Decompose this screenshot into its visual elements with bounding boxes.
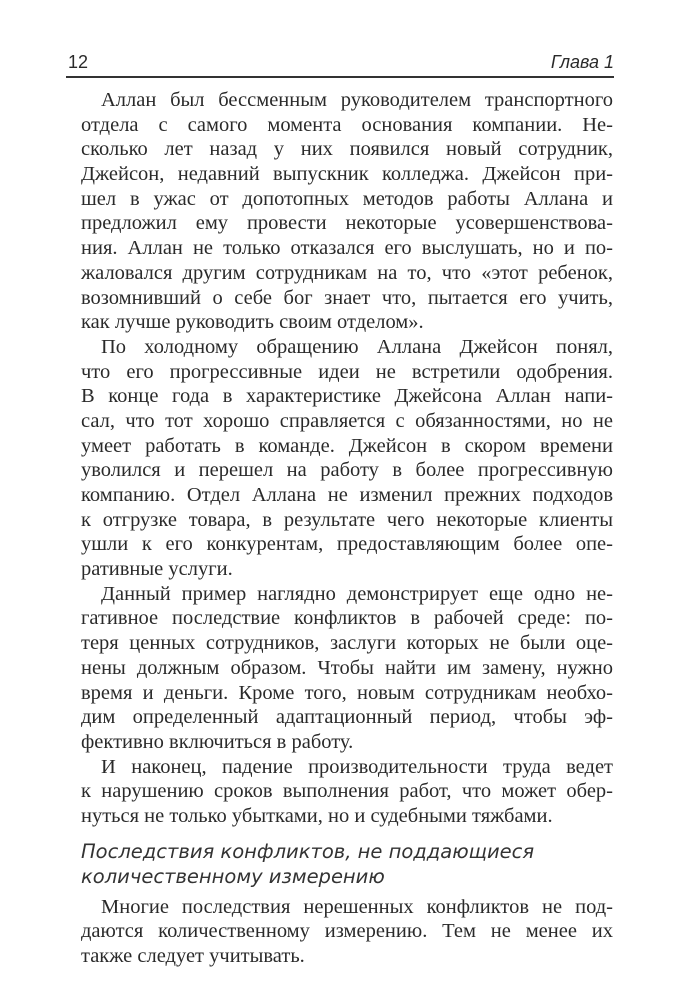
text-line: ния. Аллан не только отказался его выслушать, но и по-: [81, 237, 613, 260]
text-line: гативное последствие конфликтов в рабочей среде: по-: [81, 607, 613, 630]
chapter-title: Глава 1: [550, 52, 614, 72]
paragraph: [81, 755, 613, 829]
paragraphs: [81, 88, 613, 829]
text-line: шел в ужас от допотопных методов работы Аллана и: [81, 187, 613, 210]
text-line: также следует учитывать.: [81, 945, 305, 967]
text-line: ушли к его конкурентам, предоставляющим более опе-: [81, 533, 613, 556]
text-line: возомнивший о себе бог знает что, пытается его учить,: [81, 286, 613, 309]
text-line: жаловался другим сотрудникам на то, что «этот ребенок,: [81, 261, 613, 284]
final-paragraph: [81, 895, 613, 969]
page-number: 12: [68, 52, 89, 72]
text-line: дим определенный адаптационный период, чтобы эф-: [81, 706, 613, 729]
text-line: уволился и перешел на работу в более прогрессивную: [81, 459, 613, 482]
text-line: что его прогрессивные идеи не встретили одобрения.: [81, 360, 613, 383]
running-header: [66, 50, 614, 78]
text-line: предложил ему провести некоторые усовершенствова-: [81, 212, 613, 235]
section-heading: [81, 839, 613, 889]
text-line: даются количественному измерению. Тем не менее их: [81, 920, 613, 943]
text-line: умеет работать в команде. Джейсон в скором времени: [81, 434, 613, 457]
text-line: Данный пример наглядно демонстрирует еще одно не-: [101, 582, 613, 605]
text-line: фективно включиться в работу.: [81, 730, 354, 753]
text-line: как лучше руководить своим отделом».: [81, 311, 424, 334]
text-line: В конце года в характеристике Джейсона Аллан напи-: [81, 385, 613, 408]
section-heading-line: количественному измерению: [81, 864, 385, 888]
text-line: отдела с самого момента основания компании. Не-: [81, 113, 613, 136]
paragraph: [81, 582, 613, 755]
text-line: нуться не только убытками, но и судебными тяжбами.: [81, 804, 553, 827]
text-line: компанию. Отдел Аллана не изменил прежних подходов: [81, 484, 613, 506]
text-line: сколько лет назад у них появился новый сотрудник,: [81, 138, 613, 161]
text-line: Аллан был бессменным руководителем транспортного: [101, 89, 613, 111]
text-line: теря ценных сотрудников, заслуги которых не были оце-: [81, 632, 613, 655]
page-body: [81, 88, 613, 969]
paragraph: [81, 895, 613, 969]
paragraph: [81, 88, 613, 335]
text-line: По холодному обращению Аллана Джейсон понял,: [101, 335, 613, 358]
text-line: к отгрузке товара, в результате чего некоторые клиенты: [81, 508, 613, 531]
text-line: ративные услуги.: [81, 558, 233, 581]
text-line: Джейсон, недавний выпускник колледжа. Джейсон при-: [81, 163, 613, 186]
text-line: сал, что тот хорошо справляется с обязанностями, но не: [81, 409, 613, 432]
text-line: Многие последствия нерешенных конфликтов не под-: [101, 895, 613, 918]
text-line: время и деньги. Кроме того, новым сотрудникам необхо-: [81, 681, 613, 704]
text-line: нены должным образом. Чтобы найти им замену, нужно: [81, 656, 613, 679]
text-line: И наконец, падение производительности труда ведет: [101, 755, 613, 778]
paragraph: [81, 335, 613, 582]
section-heading-line: Последствия конфликтов, не поддающиеся: [81, 839, 535, 863]
text-line: к нарушению сроков выполнения работ, что может обер-: [81, 780, 613, 803]
